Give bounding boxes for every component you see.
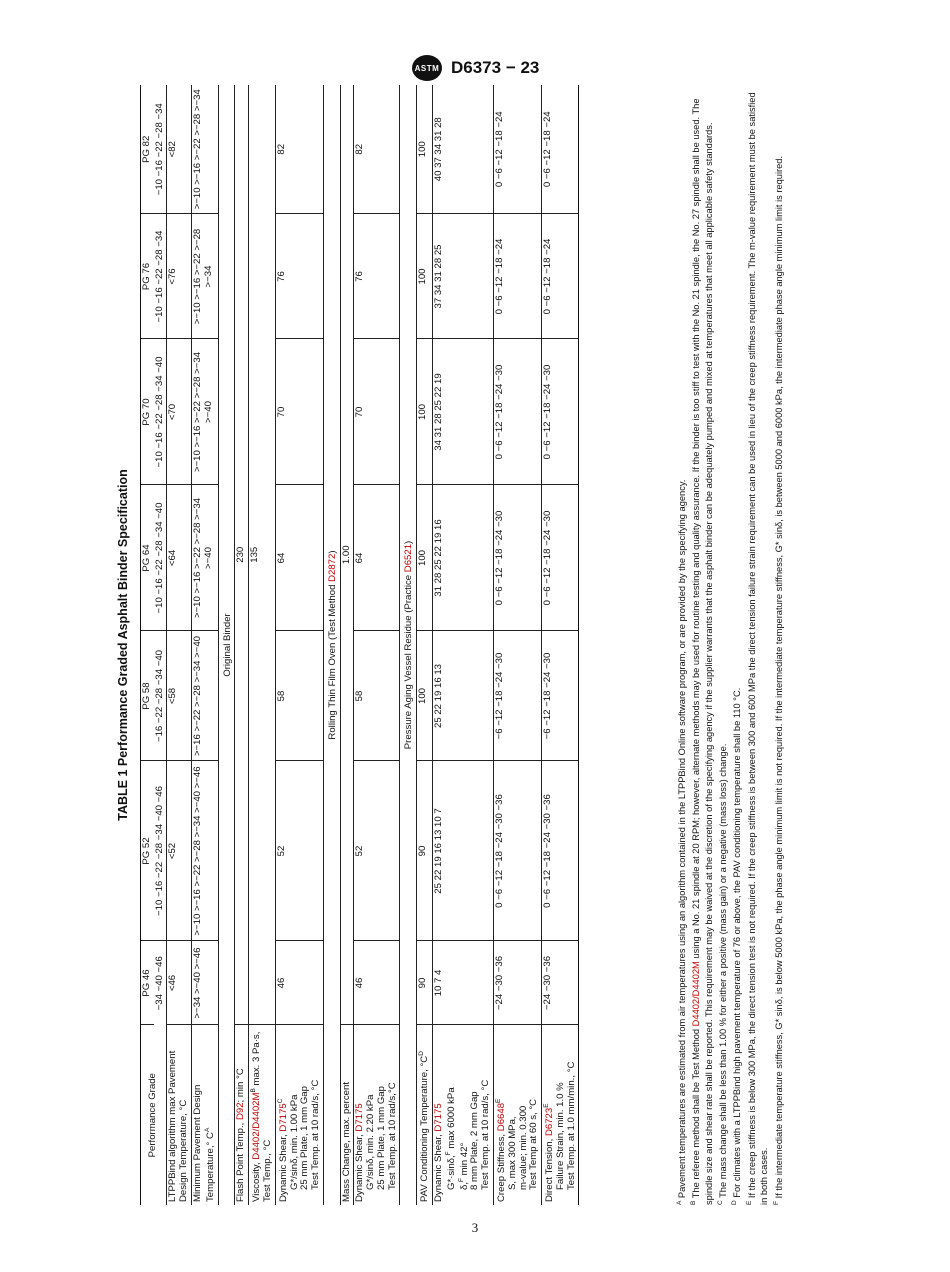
dynamic-shear-value: 37 34 31 28 25 (432, 214, 493, 339)
grade-temps: −10 −16 −22 −28 −34 −40 (154, 339, 167, 485)
min-design-temp-label: Minimum Pavement Design Temperature,° $C^A$ (191, 1025, 218, 1205)
min-design-temp-value: >−10 >−16 >−22 >−28 >−34 >−40 (191, 485, 218, 631)
method-link[interactable]: D7175 (432, 1103, 444, 1132)
dynamic-shear-value: 25 22 19 16 13 10 7 (432, 761, 493, 941)
direct-tension-value: 0 −6 −12 −18 −24 −30 −36 (542, 761, 579, 941)
dynamic-shear-value: 70 (275, 339, 323, 485)
pav-temp-value: 100 (416, 485, 432, 631)
min-design-temp-row (191, 85, 218, 1205)
section-original-binder (222, 85, 235, 1205)
grade-name: PG 58 (141, 631, 154, 761)
page-number: 3 (471, 1220, 479, 1235)
min-design-temp-value: >−34 >−40 >−46 (191, 941, 218, 1025)
mass-change-label: Mass Change, max. percent (340, 1025, 354, 1205)
min-design-temp-value: >−10 >−16 >−22 >−28 >−34 >−40 >−46 (191, 761, 218, 941)
footnote-f: $^F$ If the intermediate temperature stiffness, G* sinδ, is below 5000 kPa, the phase angle minimum limit is not required. If the intermediate temperature stiffness, G* sinδ, is between 5000 and 6000 kPa, the intermediate phase angle minimum limit is required. (772, 155, 784, 1205)
dynamic-shear-value: 70 (354, 339, 400, 485)
dynamic-shear-value: 25 22 19 16 13 (432, 631, 493, 761)
viscosity-row (249, 85, 276, 1205)
method-link[interactable]: D92 (235, 1102, 247, 1121)
pav-temp-value: 100 (416, 214, 432, 339)
min-design-temp-value: >−16 >−22 >−28 >−34 >−40 (191, 631, 218, 761)
specification-table (140, 85, 579, 1205)
ltpp-max-row (167, 85, 191, 1205)
creep-stiffness-value: 0 −6 −12 −18 −24 −30 −36 (493, 761, 541, 941)
grade-temps: −10 −16 −22 −28 −34 (154, 214, 167, 339)
ltpp-max-label: LTPPBind algorithm max Pavement Design Temperature, °C (167, 1025, 191, 1205)
method-link[interactable]: D6648 (496, 1102, 508, 1132)
viscosity-value: 135 (249, 85, 276, 1025)
footnote-c: $^C$ The mass change shall be less than 1.00 % for either a positive (mass gain) or a negative (mass loss) change. (717, 743, 729, 1205)
dynamic-shear-label: Dynamic Shear, $D7175^C$ G*/sinδ, min. 1.00 kPa 25 mm Plate, 1 mm Gap Test Temp. at 10 rad/s, °C (275, 1025, 323, 1205)
footnote-b: $^B$ The referee method shall be Test Method D4402/D4402M using a No. 21 spindle at 20 RPM; however, alternate methods may be used for routine testing and quality assurance. If the binder is too stiff to test with the No. 21 spindle, the No. 27 spindle shall be used. The spindle size and shear rate shall be reported. This requirement may be waived at the discretion of the specifying agency if the supplier warrants that the asphalt binder can be adequately pumped and mixed at temperatures that meet all applicable safety standards. (690, 98, 714, 1205)
dynamic-shear-label: Dynamic Shear, D7175 G*·sinδ,$^F$ max 6000 kPa δ,$^F$ min 42° 8 mm Plate, 2 mm Gap Test Temp. at 10 rad/s, °C (432, 1025, 493, 1205)
min-design-temp-value: >−10 >−16 >−22 >−28 >−34 >−40 (191, 339, 218, 485)
ltpp-max-value: <52 (167, 761, 191, 941)
pav-temp-value: 100 (416, 339, 432, 485)
grade-temps: −10 −16 −22 −28 −34 −40 (154, 485, 167, 631)
grade-temps: −10 −16 −22 −28 −34 (154, 85, 167, 214)
grade-name: PG 52 (141, 761, 154, 941)
ltpp-max-value: <82 (167, 85, 191, 214)
method-link[interactable]: D2872 (326, 553, 338, 582)
flash-point-label: Flash Point Temp., D92; min °C (235, 1025, 249, 1205)
method-link[interactable]: D7175 (354, 1103, 366, 1132)
grade-header-row (141, 85, 154, 1205)
footnote-d: $^D$ For climates with a LTPPBind high pavement temperature of 76 or above, the PAV conditioning temperature shall be 110 °C. (731, 687, 743, 1205)
dynamic-shear-original-row (275, 85, 323, 1205)
method-link[interactable]: D6521 (403, 543, 415, 573)
viscosity-label: Viscosity, $D4402/D4402M^B$ max. 3 Pa·s, Test Temp., °C (249, 1025, 276, 1205)
table-title: TABLE 1 Performance Graded Asphalt Binder Specification (116, 469, 130, 821)
dynamic-shear-value: 64 (354, 485, 400, 631)
method-link[interactable]: D7175 (277, 1103, 289, 1132)
direct-tension-value: 0 −6 −12 −18 −24 (542, 85, 579, 214)
footnotes (674, 85, 785, 1205)
section-pav (403, 85, 416, 1205)
dynamic-shear-value: 58 (354, 631, 400, 761)
flash-point-value: 230 (235, 85, 249, 1025)
direct-tension-value: 0 −6 −12 −18 −24 (542, 214, 579, 339)
min-design-temp-value: >−10 >−16 >−22 >−28 >−34 (191, 214, 218, 339)
grade-name: PG 82 (141, 85, 154, 214)
dynamic-shear-value: 58 (275, 631, 323, 761)
ltpp-max-value: <64 (167, 485, 191, 631)
flash-point-row (235, 85, 249, 1205)
creep-stiffness-value: −6 −12 −18 −24 −30 (493, 631, 541, 761)
rotated-table-page (116, 85, 806, 1205)
mass-change-row (340, 85, 354, 1205)
ltpp-max-value: <76 (167, 214, 191, 339)
dynamic-shear-pav-row (432, 85, 493, 1205)
creep-stiffness-value: 0 −6 −12 −18 −24 −30 (493, 485, 541, 631)
grade-name: PG 76 (141, 214, 154, 339)
section-rtfo (327, 85, 340, 1205)
ltpp-max-value: <46 (167, 941, 191, 1025)
dynamic-shear-value: 52 (354, 761, 400, 941)
grade-name: PG 70 (141, 339, 154, 485)
method-link[interactable]: D4402/D4402M (251, 1092, 263, 1160)
footnote-e: $^E$ If the creep stiffness is below 300 MPa, the direct tension test is not required. If the creep stiffness is between 300 and 600 MPa the direct tension failure strain requirement can be used in lieu of the creep stiffness requirement. The m-value requirement must be satisfied in both cases. (745, 92, 770, 1205)
footnote-a: $^A$ Pavement temperatures are estimated from air temperatures using an algorithm contained in the LTPPBind Online software program, or are provided by the specifying agency. (676, 479, 688, 1205)
creep-stiffness-value: −24 −30 −36 (493, 941, 541, 1025)
dynamic-shear-value: 46 (354, 941, 400, 1025)
page-header (412, 55, 539, 81)
section-title: Rolling Thin Film Oven (Test Method D2872) (326, 550, 338, 740)
grade-temps: −10 −16 −22 −28 −34 −40 −46 (154, 761, 167, 941)
dynamic-shear-value: 10 7 4 (432, 941, 493, 1025)
dynamic-shear-value: 52 (275, 761, 323, 941)
pav-temp-value: 90 (416, 761, 432, 941)
grade-name: PG 64 (141, 485, 154, 631)
section-title: Original Binder (221, 613, 233, 677)
astm-logo: ASTM (412, 55, 442, 81)
pav-temp-row (416, 85, 432, 1205)
dynamic-shear-value: 31 28 25 22 19 16 (432, 485, 493, 631)
direct-tension-value: 0 −6 −12 −18 −24 −30 (542, 339, 579, 485)
direct-tension-value: 0 −6 −12 −18 −24 −30 (542, 485, 579, 631)
direct-tension-value: −6 −12 −18 −24 −30 (542, 631, 579, 761)
method-link[interactable]: D4402/D4402M (691, 961, 702, 1027)
performance-grade-header: Performance Grade (141, 1025, 167, 1205)
dynamic-shear-value: 34 31 28 25 22 19 (432, 339, 493, 485)
creep-stiffness-value: 0 −6 −12 −18 −24 (493, 214, 541, 339)
dynamic-shear-value: 76 (275, 214, 323, 339)
creep-stiffness-value: 0 −6 −12 −18 −24 (493, 85, 541, 214)
min-design-temp-value: >−10 >−16 >−22 >−28 >−34 (191, 85, 218, 214)
standard-designation: D6373 − 23 (451, 58, 540, 77)
dynamic-shear-value: 64 (275, 485, 323, 631)
direct-tension-row (542, 85, 579, 1205)
dynamic-shear-value: 82 (354, 85, 400, 214)
direct-tension-label: Direct Tension, $D6723^E$ Failure Strain, min. 1.0 % Test Temp. at 1.0 mm/min., °C (542, 1025, 579, 1205)
dynamic-shear-value: 46 (275, 941, 323, 1025)
grade-name: PG 46 (141, 941, 154, 1025)
pav-temp-value: 100 (416, 85, 432, 214)
grade-temps: −34 −40 −46 (153, 956, 165, 1011)
dynamic-shear-rtfo-row (354, 85, 400, 1205)
pav-temp-value: 90 (416, 941, 432, 1025)
section-title: Pressure Aging Vessel Residue (Practice D6521) (403, 540, 415, 750)
creep-stiffness-row (493, 85, 541, 1205)
dynamic-shear-value: 82 (275, 85, 323, 214)
ltpp-max-value: <58 (167, 631, 191, 761)
method-link[interactable]: D6723 (544, 1107, 556, 1137)
grade-temps: −16 −22 −28 −34 −40 (154, 631, 167, 761)
ltpp-max-value: <70 (167, 339, 191, 485)
dynamic-shear-label: Dynamic Shear, D7175 G*/sinδ, min. 2.20 kPa 25 mm Plate, 1 mm Gap Test Temp. at 10 rad/s,°C (354, 1025, 400, 1205)
pav-temp-value: 100 (416, 631, 432, 761)
dynamic-shear-value: 76 (354, 214, 400, 339)
mass-change-value: 1.00 (340, 85, 354, 1025)
creep-stiffness-value: 0 −6 −12 −18 −24 −30 (493, 339, 541, 485)
direct-tension-value: −24 −30 −36 (542, 941, 579, 1025)
pav-temp-label: PAV Conditioning Temperature, $^\circ C^D$ (416, 1025, 432, 1205)
dynamic-shear-value: 40 37 34 31 28 (432, 85, 493, 214)
creep-stiffness-label: Creep Stiffness, $D6648^E$ S, max 300 MPa, m-value; min. 0.300 Test Temp at 60 s, °C (493, 1025, 541, 1205)
